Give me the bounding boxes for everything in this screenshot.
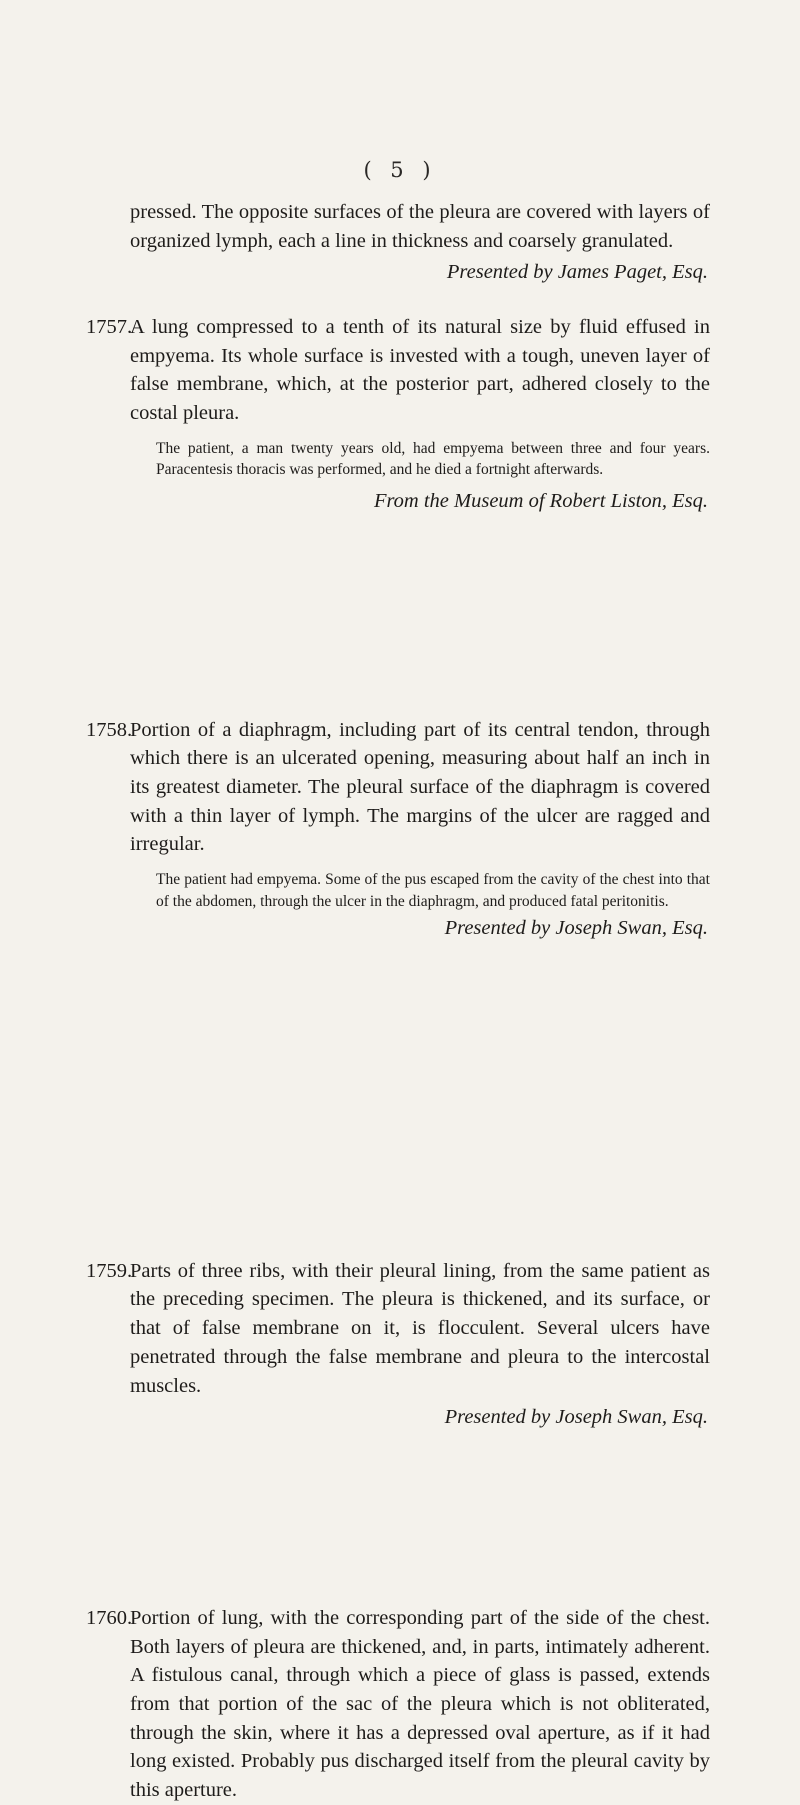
catalogue-entry-1760 [86, 1604, 710, 1805]
entry-description: Portion of lung, with the corresponding part of the side of the chest. Both layers of pleura are thickened, and, in parts, intimately adherent. A fistulous canal, through which a piece of glass is passed, extends from that portion of the sac of the pleura which is not obliterated, through the skin, where it has a depressed oval aperture, as if it had long existed. Probably pus discharged itself from the pleural cavity by this aperture. [130, 1606, 710, 1802]
entry-attribution: Presented by Joseph Swan, Esq. [444, 917, 708, 940]
entry-number: 1760. [86, 1606, 133, 1629]
entry-number: 1758. [86, 718, 133, 741]
intro-block [130, 198, 710, 287]
entry-number: 1757. [86, 316, 133, 338]
intro-attribution: Presented by James Paget, Esq. [446, 261, 708, 284]
catalogue-entry-1758 [86, 716, 710, 943]
entry-description: Portion of a diaphragm, including part of its central tendon, through which there is an ulcerated opening, measuring about half an inch in its greatest diameter. The pleural surface of the diaphragm is covered with a thin layer of lymph. The margins of the ulcer are ragged and irregular. [130, 718, 710, 856]
intro-text: pressed. The opposite surfaces of the pleura are covered with layers of organized lymph, each a line in thickness and coarsely granulated. [130, 201, 710, 252]
catalogue-entry-1759 [86, 1257, 710, 1432]
catalogue-entry-1757 [86, 313, 710, 516]
page-number: ( 5 ) [363, 158, 437, 182]
entry-description: Parts of three ribs, with their pleural lining, from the same patient as the preceding specimen. The pleura is thickened, and its surface, or that of false membrane on it, is flocculent. Several ulcers have penetrated through the false membrane and pleura to the intercostal muscles. [130, 1259, 710, 1397]
entry-description: A lung compressed to a tenth of its natural size by fluid effused in empyema. Its whole surface is invested with a tough, uneven layer of false membrane, which, at the posterior part, adhered closely to the costal pleura. [130, 316, 710, 425]
entry-attribution: From the Museum of Robert Liston, Esq. [373, 489, 708, 512]
entry-attribution: Presented by Joseph Swan, Esq. [444, 1406, 708, 1429]
entry-number: 1759. [86, 1259, 133, 1282]
entry-case-note: The patient had empyema. Some of the pus escaped from the cavity of the chest into that of the abdomen, through the ulcer in the diaphragm, and produced fatal peritonitis. [156, 871, 710, 910]
entry-case-note: The patient, a man twenty years old, had empyema between three and four years. Paracentesis thoracis was performed, and he died a fortnight afterwards. [156, 439, 710, 479]
